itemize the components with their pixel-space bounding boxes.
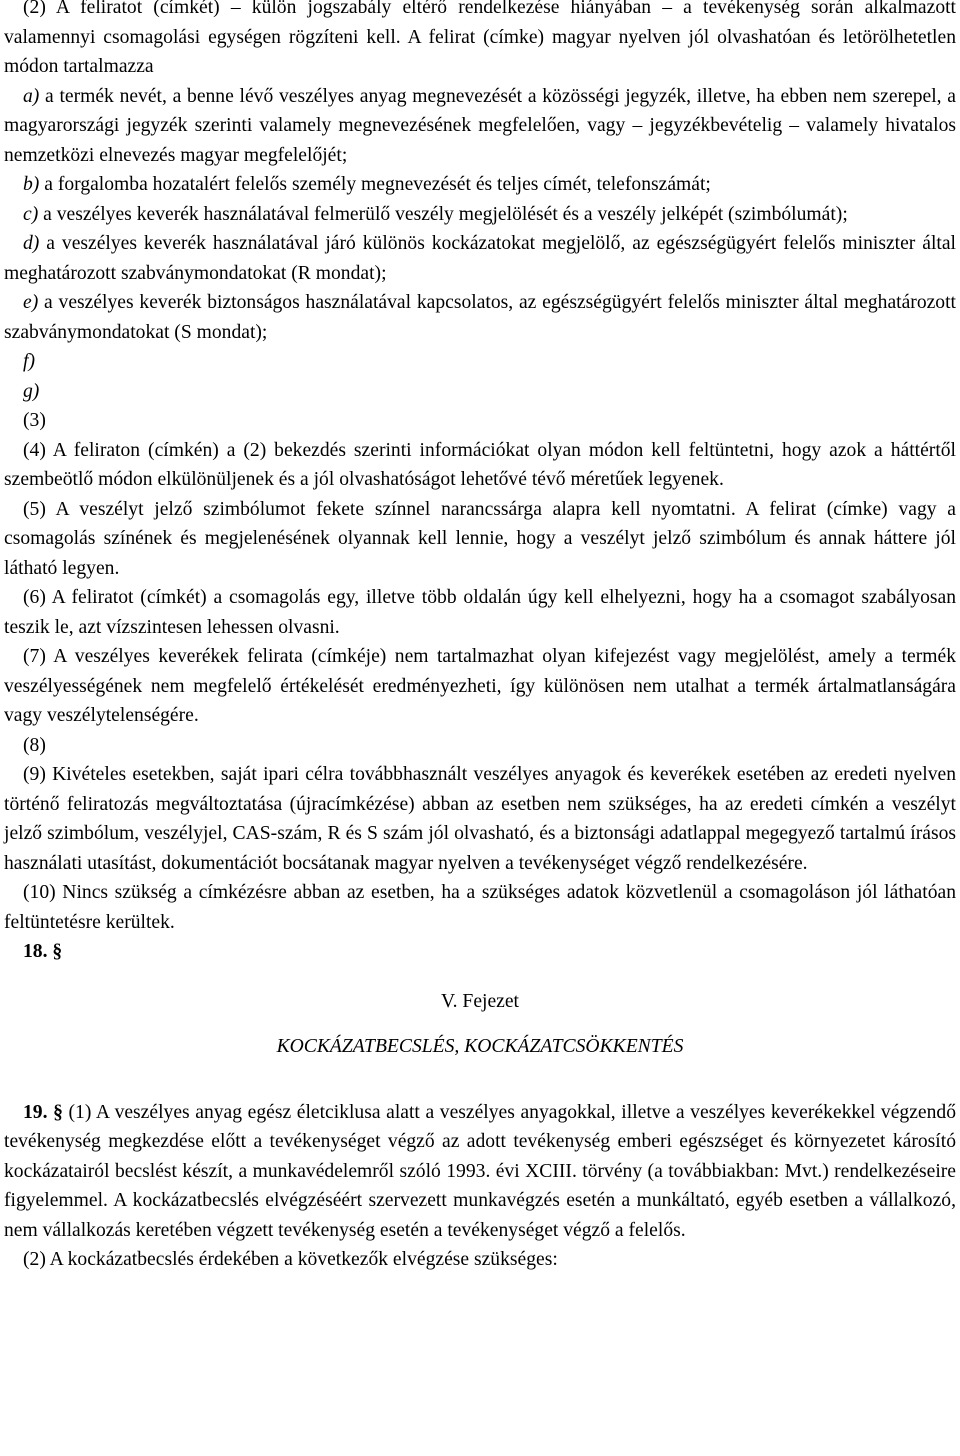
section-19-paragraph-1	[4, 1098, 956, 1246]
item-c	[4, 200, 956, 230]
spacer	[4, 1062, 956, 1098]
item-e	[4, 288, 956, 347]
item-d	[4, 229, 956, 288]
item-g	[4, 377, 956, 407]
paragraph-7: (7) A veszélyes keverékek felirata (címkéje) nem tartalmazhat olyan kifejezést vagy megjelölést, amely a termék veszélyességének nem megfelelő értékelését eredményezheti, így különösen nem utalhat a termék ártalmatlanságára vagy veszélytelenségére.	[4, 646, 956, 726]
chapter-title: KOCKÁZATBECSLÉS, KOCKÁZATCSÖKKENTÉS	[276, 1036, 684, 1057]
item-g-label: g)	[23, 380, 40, 402]
section-18-number: 18.	[23, 941, 48, 962]
item-c-text: a veszélyes keverék használatával felmerülő veszély megjelölését és a veszély jelképét (szimbólumát);	[38, 203, 848, 225]
item-a-text: a termék nevét, a benne lévő veszélyes anyag megnevezését a közösségi jegyzék, illetve, ha ebben nem szerepel, a magyarországi jegyzék szerinti valamely megnevezésének megfelelően, vagy – jegyzékbevételig – valamely hivatalos nemzetközi elnevezés magyar megfelelőjét;	[4, 85, 956, 166]
chapter-label: V. Fejezet	[441, 990, 519, 1012]
item-f	[4, 347, 956, 377]
item-f-label: f)	[23, 351, 35, 372]
item-b-text: a forgalomba hozatalért felelős személy megnevezését és teljes címét, telefonszámát;	[39, 174, 711, 195]
item-d-text: a veszélyes keverék használatával járó különös kockázatokat megjelölő, az egészségügyért felelős miniszter által meghatározott szabványmondatokat (R mondat);	[4, 233, 956, 284]
item-e-text: a veszélyes keverék biztonságos használatával kapcsolatos, az egészségügyért felelős miniszter által meghatározott szabványmondatokat (S mondat);	[4, 292, 956, 343]
item-b-label: b)	[23, 174, 40, 195]
item-a-label: a)	[23, 85, 40, 107]
section-18-heading	[4, 937, 956, 967]
section-sign-icon: §	[52, 941, 63, 962]
paragraph-10: (10) Nincs szükség a címkézésre abban az esetben, ha a szükséges adatok közvetlenül a csomagoláson jól láthatóan feltüntetésre kerültek.	[4, 882, 956, 933]
paragraph-2: (2) A feliratot (címkét) – külön jogszabály eltérő rendelkezése hiányában – a tevékenység során alkalmazott valamennyi csomagolási egységen rögzíteni kell. A felirat (címke) magyar nyelven jól olvashatóan és letörölhetetlen módon tartalmazza	[4, 0, 956, 77]
paragraph-3: (3)	[23, 410, 46, 431]
section-sign-icon: §	[53, 1101, 63, 1123]
item-c-label: c)	[23, 203, 39, 225]
paragraph-8: (8)	[23, 734, 46, 756]
paragraph-4: (4) A feliraton (címkén) a (2) bekezdés szerinti információkat olyan módon kell feltüntetni, hogy azok a háttértől szembeötlő módon elkülönüljenek és a jól olvashatóságot lehetővé tévő méretűek legyenek.	[4, 439, 956, 490]
paragraph-5: (5) A veszélyt jelző szimbólumot fekete színnel narancssárga alapra kell nyomtatni. A felirat (címke) vagy a csomagolás színének és megjelenésének olyannak kell lennie, hogy a veszélyt jelző szimbólum és annak háttere jól látható legyen.	[4, 498, 956, 579]
paragraph-6: (6) A feliratot (címkét) a csomagolás egy, illetve több oldalán úgy kell elhelyezni, hogy ha a csomagot szabályosan teszik le, azt vízszintesen lehessen olvasni.	[4, 587, 956, 638]
section-19-p1-text: (1) A veszélyes anyag egész életciklusa alatt a veszélyes anyagokkal, illetve a veszélyes keverékekkel végzendő tevékenység megkezdése előtt a tevékenységet végző az adott tevékenység emberi egészséget és környezetet károsító kockázatairól becslést készít, a munkavédelemről szóló 1993. évi XCIII. törvény (a továbbiakban: Mvt.) rendelkezéseire figyelemmel. A kockázatbecslés elvégzéséért szervezett munkavégzés esetén a munkáltató, egyéb esetben a vállalkozó, nem vállalkozás keretében végzett tevékenység esetén a tevékenységet végző a felelős.	[4, 1101, 956, 1241]
item-a	[4, 82, 956, 171]
item-e-label: e)	[23, 292, 39, 313]
section-19-number: 19.	[23, 1101, 48, 1123]
item-b	[4, 170, 956, 200]
paragraph-9: (9) Kivételes esetekben, saját ipari célra továbbhasznált veszélyes anyagok és keverékek esetében az eredeti nyelven történő feliratozás megváltoztatása (újracímkézése) abban az esetben nem szükséges, ha az eredeti címkén a veszélyt jelző szimbólum, veszélyjel, CAS-szám, R és S szám jól olvasható, és a biztonsági adatlappal megegyező tartalmú írásos használati utasítást, dokumentációt bocsátanak magyar nyelven a tevékenységet végző rendelkezésére.	[4, 764, 956, 874]
section-19-paragraph-2: (2) A kockázatbecslés érdekében a következők elvégzése szükséges:	[23, 1249, 558, 1270]
item-d-label: d)	[23, 233, 40, 254]
